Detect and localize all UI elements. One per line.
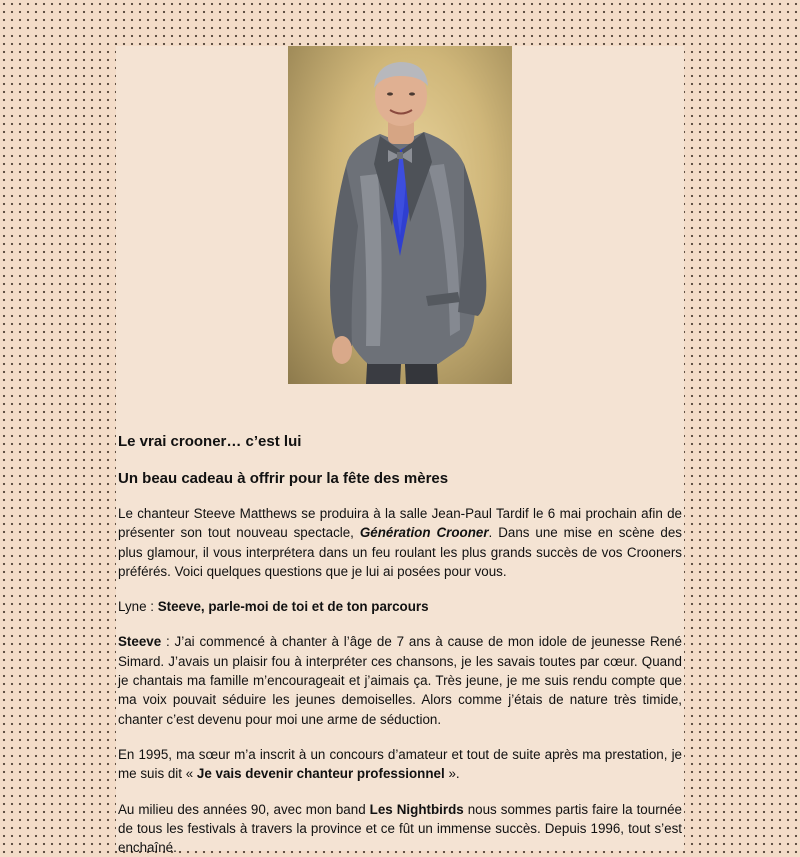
question-text: Steeve, parle-moi de toi et de ton parcours <box>157 599 429 615</box>
answer-speaker: Steeve <box>118 634 162 650</box>
band-name: Les Nightbirds <box>369 801 464 817</box>
article-body <box>118 432 682 857</box>
article-subtitle: Un beau cadeau à offrir pour la fête des mères <box>118 470 449 487</box>
show-name: Génération Crooner <box>359 525 489 541</box>
answer-text: : J’ai commencé à chanter à l’âge de 7 ans à cause de mon idole de jeunesse René Simard. J’avais un plaisir fou à interpréter ces chansons, je les savais toutes par cœur. Quand je chantais ma famille m’encourageait et j’aimais ça. Très jeune, je me suis rendu compte que ma voix pouvait séduire les jeunes demoiselles. Alors comme j’étais de nature très timide, chanter c’est devenu pour moi une arme de séduction. <box>118 634 682 727</box>
intro-text-start: Le chanteur Steeve Matthews se produira à la salle Jean-Paul Tardif le 6 mai prochain afin de présenter son tout nouveau spectacle, <box>118 506 682 541</box>
para-1995-start: En 1995, ma sœur m’a inscrit à un concours d’amateur et tout de suite après ma prestation, je me suis dit « <box>118 746 682 782</box>
article-page <box>116 46 684 856</box>
para-1995-quote: Je vais devenir chanteur professionnel <box>196 766 445 782</box>
answer-paragraph <box>118 632 682 728</box>
paragraph-1995 <box>118 745 682 784</box>
intro-paragraph <box>118 504 682 581</box>
paragraph-90s <box>118 800 682 857</box>
question-speaker: Lyne <box>118 599 147 615</box>
singer-photo <box>288 46 512 384</box>
para-1995-end: ». <box>444 766 460 782</box>
question-separator: : <box>146 599 158 615</box>
question-paragraph <box>118 597 682 616</box>
para-90s-start: Au milieu des années 90, avec mon band <box>118 801 370 817</box>
para-90s-end: nous sommes partis faire la tournée de tous les festivals à travers la province et ce fût un immense succès. Depuis 1996, tout s’est enchaîné. <box>118 801 683 856</box>
intro-text-end: . Dans une mise en scène des plus glamour, il vous interprétera dans un feu roulant les plus grands succès de vos Crooners préférés. Voici quelques questions que je lui ai posées pour vous. <box>118 525 682 579</box>
article-title: Le vrai crooner… c’est lui <box>118 433 302 450</box>
